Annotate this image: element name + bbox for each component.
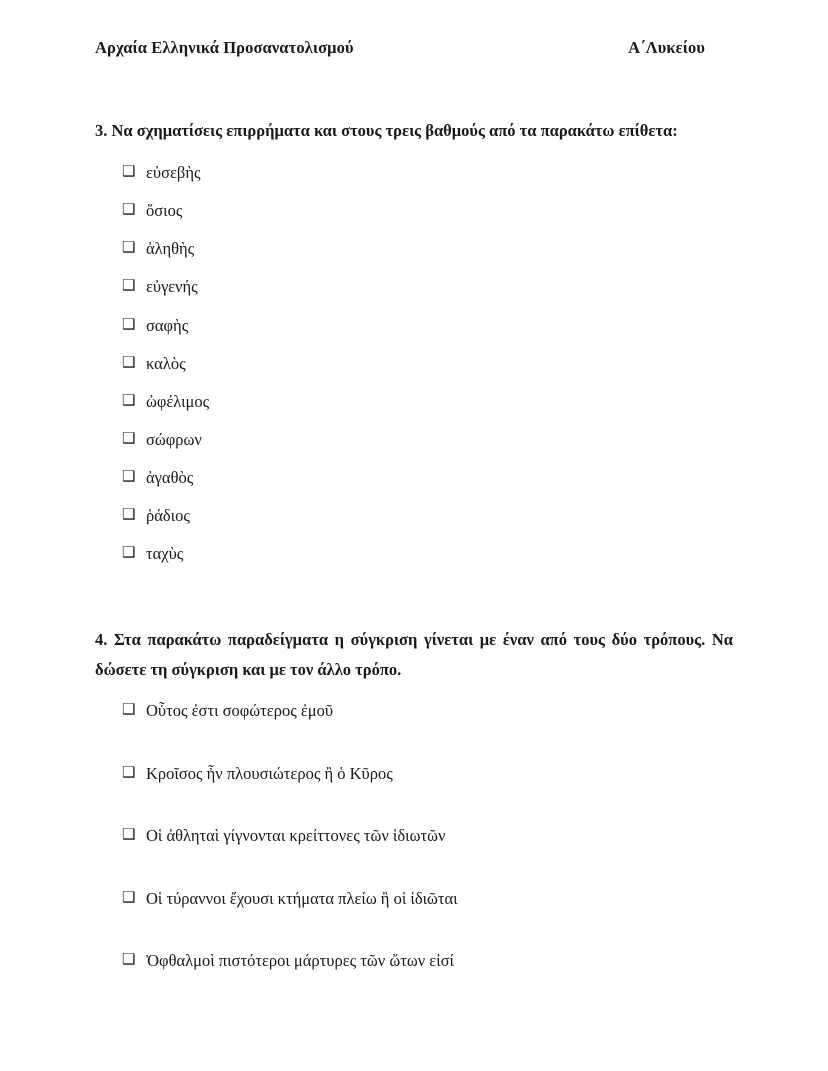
checkbox-icon: ❑ [122,278,136,295]
list-item[interactable] [95,544,733,565]
list-item-label: ὅσιος [146,201,183,221]
header-grade-level: Α΄Λυκείου [628,38,705,57]
list-item[interactable] [95,163,733,184]
list-item[interactable] [95,701,733,722]
list-item[interactable] [95,239,733,260]
page-content [95,0,733,1014]
list-item-label: καλὸς [146,353,186,373]
list-item-label: Οἱ ἀθληταὶ γίγνονται κρείττονες τῶν ἰδιωτῶν [146,826,446,846]
header-subject-title: Αρχαία Ελληνικά Προσανατολισμού [95,38,354,57]
list-item-label: σώφρων [146,429,202,449]
question-4-heading: 4. Στα παρακάτω παραδείγματα η σύγκριση γίνεται με έναν από τους δύο τρόπους. Να δώσετε τη σύγκριση και με τον άλλο τρόπο. [95,629,733,679]
list-item[interactable] [95,277,733,298]
checkbox-icon: ❑ [122,889,136,906]
list-item[interactable] [95,430,733,451]
list-item[interactable] [95,354,733,375]
list-item-label: ταχὺς [146,544,184,564]
question-3-checklist [95,163,733,565]
checkbox-icon: ❑ [122,545,136,562]
list-item[interactable] [95,764,733,785]
list-item[interactable] [95,506,733,527]
checkbox-icon: ❑ [122,701,136,718]
document-header [95,0,733,58]
checkbox-icon: ❑ [122,164,136,181]
checkbox-icon: ❑ [122,202,136,219]
checkbox-icon: ❑ [122,469,136,486]
list-item[interactable] [95,468,733,489]
checkbox-icon: ❑ [122,827,136,844]
checkbox-icon: ❑ [122,392,136,409]
list-item-label: Οὗτος ἐστι σοφώτερος ἐμοῦ [146,700,334,720]
list-item[interactable] [95,392,733,413]
list-item[interactable] [95,316,733,337]
list-item[interactable] [95,201,733,222]
question-4-checklist [95,701,733,972]
checkbox-icon: ❑ [122,240,136,257]
checkbox-icon: ❑ [122,507,136,524]
list-item-label: εὐγενής [146,277,198,297]
list-item-label: ἀληθὴς [146,239,195,259]
list-item[interactable] [95,826,733,847]
list-item-label: ῥάδιος [146,506,190,526]
question-3-heading: 3. Να σχηματίσεις επιρρήματα και στους τρεις βαθμούς από τα παρακάτω επίθετα: [95,121,678,140]
list-item-label: ὠφέλιμος [146,391,210,411]
list-item-label: ἀγαθὸς [146,468,194,488]
list-item-label: Οἱ τύραννοι ἔχουσι κτήματα πλείω ἢ οἱ ἰδιῶται [146,888,458,908]
checkbox-icon: ❑ [122,764,136,781]
list-item-label: εὐσεβὴς [146,163,201,183]
list-item-label: Ὀφθαλμοὶ πιστότεροι μάρτυρες τῶν ὤτων εἰσί [146,951,454,971]
checkbox-icon: ❑ [122,354,136,371]
checkbox-icon: ❑ [122,316,136,333]
checkbox-icon: ❑ [122,952,136,969]
list-item[interactable] [95,951,733,972]
list-item-label: Κροῖσος ἦν πλουσιώτερος ἢ ὁ Κῦρος [146,763,393,783]
list-item[interactable] [95,889,733,910]
list-item-label: σαφὴς [146,315,189,335]
checkbox-icon: ❑ [122,430,136,447]
